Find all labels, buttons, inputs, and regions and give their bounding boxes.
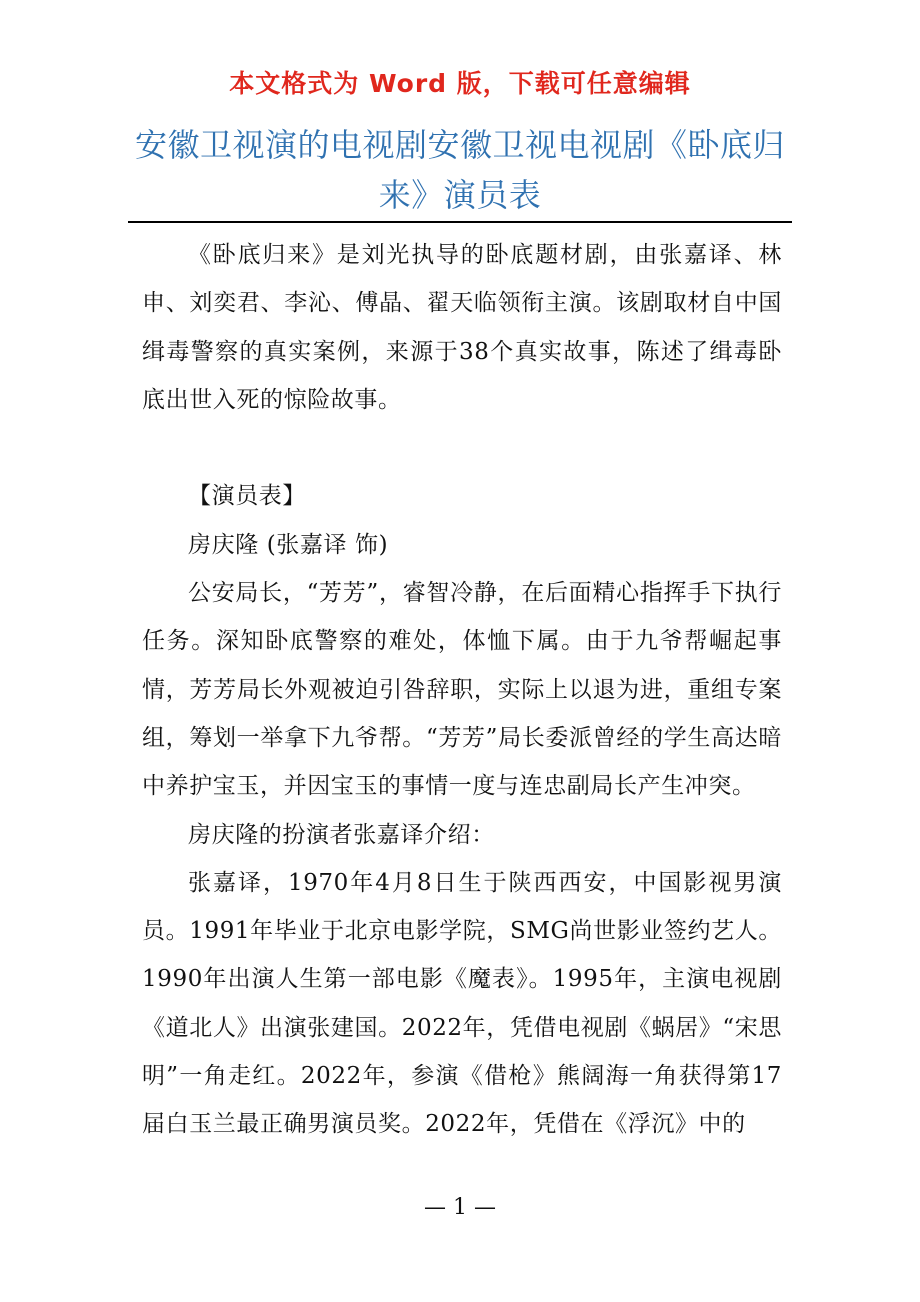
- document-title: 安徽卫视演的电视剧安徽卫视电视剧《卧底归来》演员表: [134, 126, 785, 214]
- format-notice-banner: 本文格式为 Word 版，下载可任意编辑: [229, 69, 691, 98]
- role-line: 房庆隆 (张嘉译 饰): [188, 531, 389, 558]
- actor-intro-heading: 房庆隆的扮演者张嘉译介绍：: [188, 821, 495, 848]
- title-divider: [128, 221, 792, 223]
- actor-biography: 张嘉译，1970年4月8日生于陕西西安，中国影视男演员。1991年毕业于北京电影学院，SMG尚世影业签约艺人。1990年出演人生第一部电影《魔表》。1995年，主演电视剧《道北人》出演张建国。2022年，凭借电视剧《蜗居》“宋思明”一角走红。2022年，参演《借枪》熊阔海一角获得第17届白玉兰最正确男演员奖。2022年，凭借在《浮沉》中的: [142, 869, 782, 1138]
- page-number: — 1 —: [424, 1195, 496, 1220]
- cast-heading: 【演员表】: [188, 483, 306, 510]
- paragraph-spacer: [142, 424, 782, 472]
- intro-paragraph: 《卧底归来》是刘光执导的卧底题材剧，由张嘉译、林申、刘奕君、李沁、傅晶、翟天临领衔主演。该剧取材自中国缉毒警察的真实案例，来源于38个真实故事，陈述了缉毒卧底出世入死的惊险故事。: [142, 242, 782, 413]
- document-body: [142, 231, 782, 1149]
- role-description: 公安局长，“芳芳”，睿智冷静，在后面精心指挥手下执行任务。深知卧底警察的难处，体恤下属。由于九爷帮崛起事情，芳芳局长外观被迫引咎辞职，实际上以退为进，重组专案组，筹划一举拿下九爷帮。“芳芳”局长委派曾经的学生高达暗中养护宝玉，并因宝玉的事情一度与连忠副局长产生冲突。: [142, 580, 782, 800]
